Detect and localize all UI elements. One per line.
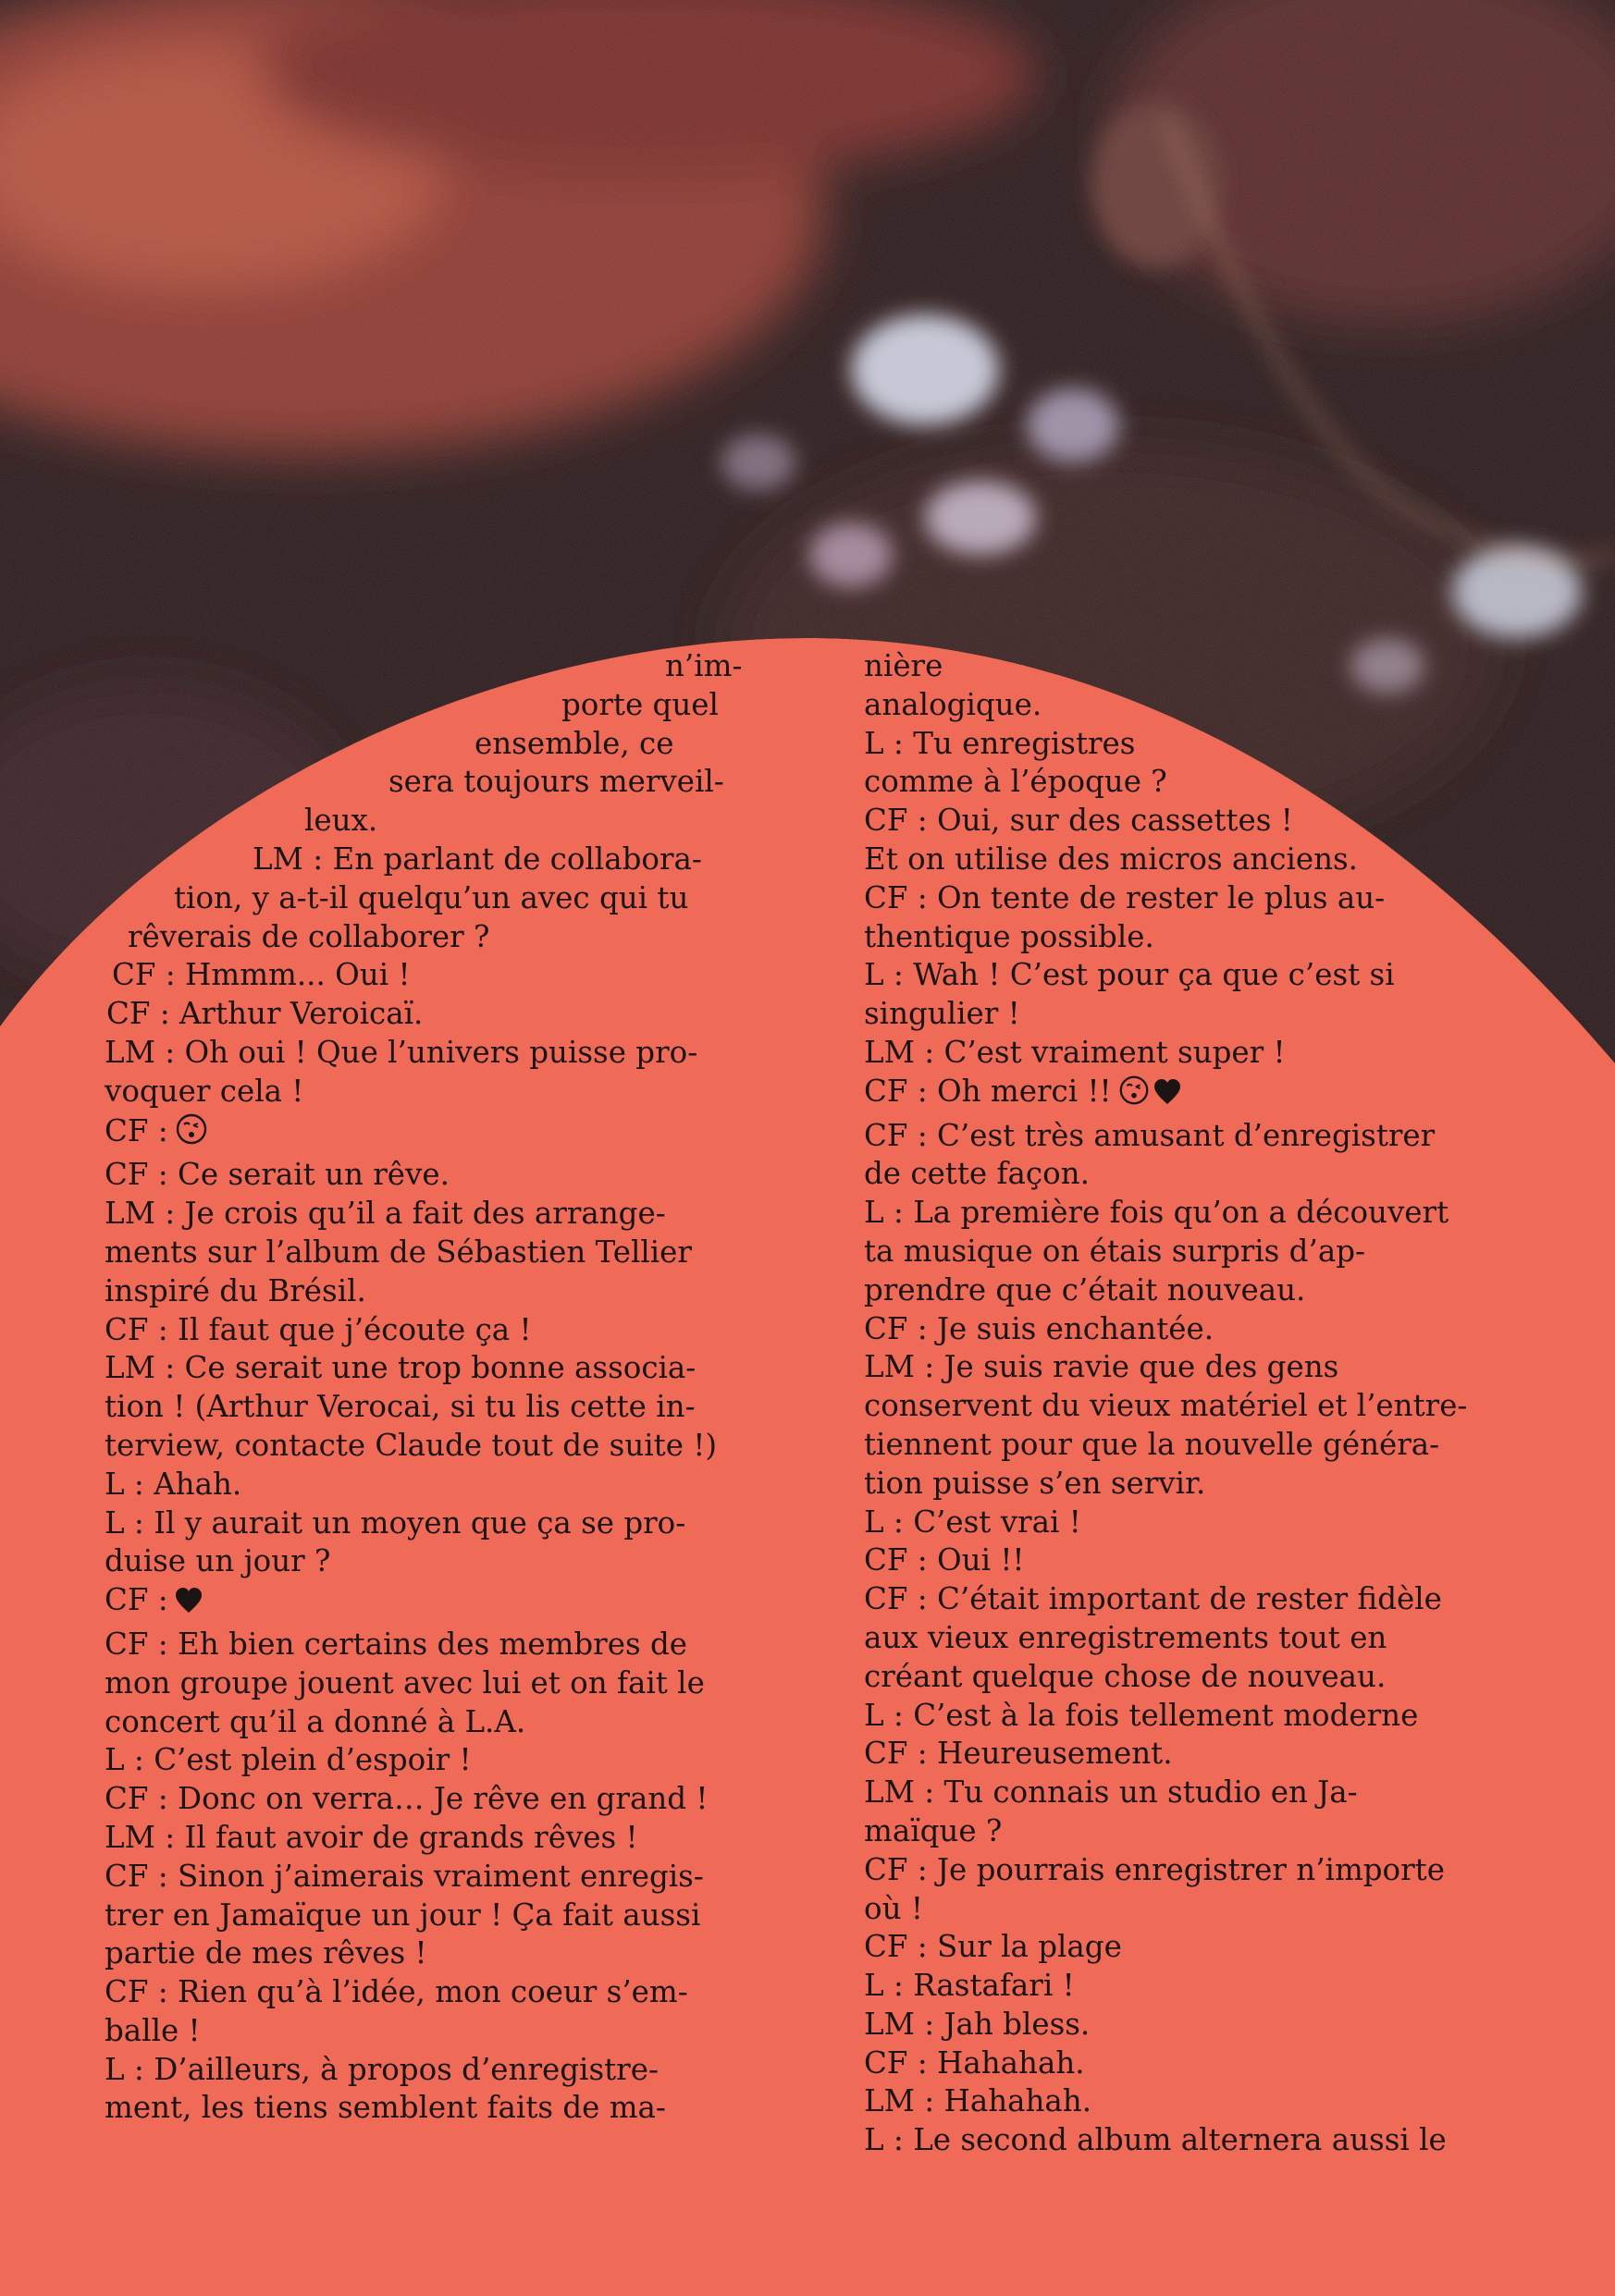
- text-line: LM : Oh oui ! Que l’univers puisse pro-: [105, 1034, 698, 1070]
- text-line: terview, contacte Claude tout de suite !): [105, 1427, 718, 1463]
- text-line: où !: [864, 1890, 923, 1926]
- text-line: L : D’ailleurs, à propos d’enregistre-: [105, 2051, 659, 2087]
- text-line: tion puisse s’en servir.: [864, 1465, 1206, 1501]
- text-line: mon groupe jouent avec lui et on fait le: [105, 1664, 705, 1701]
- text-line: L : Le second album alternera aussi le: [864, 2122, 1447, 2158]
- text-line: porte quel: [561, 686, 719, 722]
- text-line-with-emoji: [105, 1581, 808, 1626]
- text-line: CF : Rien qu’à l’idée, mon coeur s’em-: [105, 1974, 688, 2010]
- text-line: CF : C’est très amusant d’enregistrer: [864, 1117, 1436, 1153]
- text-line: concert qu’il a donné à L.A.: [105, 1703, 526, 1739]
- text-line: CF : Sinon j’aimerais vraiment enregis-: [105, 1858, 704, 1894]
- text-line: CF : Donc on verra… Je rêve en grand !: [105, 1781, 709, 1817]
- text-line: L : Wah ! C’est pour ça que c’est si: [864, 957, 1395, 993]
- text-line: leux.: [304, 803, 378, 839]
- text-line: balle !: [105, 2012, 201, 2048]
- text-line: LM : Il faut avoir de grands rêves !: [105, 1819, 638, 1855]
- text-line: LM : En parlant de collabora-: [253, 841, 702, 877]
- heart-icon: [174, 1586, 203, 1626]
- text-line: ment, les tiens semblent faits de ma-: [105, 2090, 666, 2126]
- text-line: de cette façon.: [864, 1156, 1090, 1192]
- text-line: tion ! (Arthur Verocai, si tu lis cette in-: [105, 1389, 696, 1425]
- text-line: L : C’est plein d’espoir !: [105, 1742, 472, 1778]
- text-line: duise un jour ?: [105, 1543, 331, 1579]
- text-line: prendre que c’était nouveau.: [864, 1271, 1306, 1308]
- text-line: CF : Il faut que j’écoute ça !: [105, 1311, 532, 1347]
- text-line: CF : Hmmm... Oui !: [112, 957, 411, 993]
- text-line: L : Ahah.: [105, 1466, 242, 1502]
- text-line: LM : Je suis ravie que des gens: [864, 1349, 1339, 1385]
- text-line: thentique possible.: [864, 918, 1154, 954]
- text-line: LM : Je crois qu’il a fait des arrange-: [105, 1196, 666, 1232]
- text-line: CF : Hahahah.: [864, 2044, 1085, 2081]
- text-line: analogique.: [864, 686, 1042, 722]
- text-line: créant quelque chose de nouveau.: [864, 1658, 1387, 1694]
- text-line: LM : C’est vraiment super !: [864, 1034, 1286, 1070]
- text-line: CF : Heureusement.: [864, 1736, 1173, 1772]
- kiss-emoji-icon: [1117, 1074, 1151, 1117]
- text-line: ments sur l’album de Sébastien Tellier: [105, 1234, 692, 1270]
- text-line: L : Rastafari !: [864, 1968, 1075, 2004]
- text-line-label: CF :: [105, 1112, 168, 1148]
- text-line: CF : Oui !!: [864, 1542, 1025, 1578]
- text-line: conservent du vieux matériel et l’entre-: [864, 1388, 1468, 1424]
- text-line: CF : Je pourrais enregistrer n’importe: [864, 1851, 1445, 1887]
- text-line: L : La première fois qu’on a découvert: [864, 1195, 1449, 1231]
- text-line: LM : Jah bless.: [864, 2006, 1091, 2042]
- text-line: maïque ?: [864, 1812, 1003, 1848]
- text-line: L : Il y aurait un moyen que ça se pro-: [105, 1504, 686, 1541]
- text-line: tiennent pour que la nouvelle généra-: [864, 1426, 1440, 1462]
- text-line: CF : Sur la plage: [864, 1929, 1122, 1965]
- interview-column-left: [105, 647, 808, 2128]
- text-line: voquer cela !: [105, 1073, 304, 1109]
- text-line: L : C’est à la fois tellement moderne: [864, 1697, 1419, 1733]
- text-line: tion, y a-t-il quelqu’un avec qui tu: [174, 879, 689, 915]
- text-line: rêverais de collaborer ?: [128, 918, 490, 954]
- text-line: ta musique on étais surpris d’ap-: [864, 1233, 1365, 1269]
- text-line: partie de mes rêves !: [105, 1935, 427, 1971]
- text-line: CF : On tente de rester le plus au-: [864, 879, 1386, 915]
- text-line: LM : Hahahah.: [864, 2083, 1092, 2119]
- kiss-emoji-icon: [174, 1111, 209, 1157]
- text-line: comme à l’époque ?: [864, 764, 1167, 800]
- text-line: CF : Je suis enchantée.: [864, 1310, 1214, 1346]
- text-line-with-emoji: [864, 1073, 1530, 1117]
- text-line: Et on utilise des micros anciens.: [864, 841, 1359, 877]
- text-line: L : C’est vrai !: [864, 1504, 1081, 1540]
- text-line: nière: [864, 648, 943, 683]
- heart-icon: [1153, 1077, 1182, 1117]
- text-line-with-emoji: [105, 1111, 808, 1157]
- text-line-label: CF :: [105, 1582, 168, 1618]
- text-line: CF : Arthur Veroicaï.: [106, 996, 424, 1032]
- text-line: L : Tu enregistres: [864, 725, 1136, 761]
- text-line-label: CF : Oh merci !!: [864, 1073, 1112, 1109]
- text-line: n’im-: [665, 648, 743, 683]
- text-line: inspiré du Brésil.: [105, 1272, 366, 1308]
- text-line: CF : Eh bien certains des membres de: [105, 1626, 687, 1662]
- text-line: trer en Jamaïque un jour ! Ça fait aussi: [105, 1897, 701, 1933]
- text-line: LM : Ce serait une trop bonne associa-: [105, 1350, 697, 1386]
- text-line: aux vieux enregistrements tout en: [864, 1619, 1387, 1655]
- interview-column-right: [864, 647, 1530, 2160]
- text-line: CF : Ce serait un rêve.: [105, 1157, 450, 1193]
- text-line: LM : Tu connais un studio en Ja-: [864, 1774, 1358, 1811]
- text-line: ensemble, ce: [475, 725, 674, 761]
- text-line: singulier !: [864, 996, 1020, 1032]
- text-line: CF : C’était important de rester fidèle: [864, 1581, 1442, 1617]
- text-line: sera toujours merveil-: [388, 764, 724, 800]
- text-line: CF : Oui, sur des cassettes !: [864, 803, 1293, 839]
